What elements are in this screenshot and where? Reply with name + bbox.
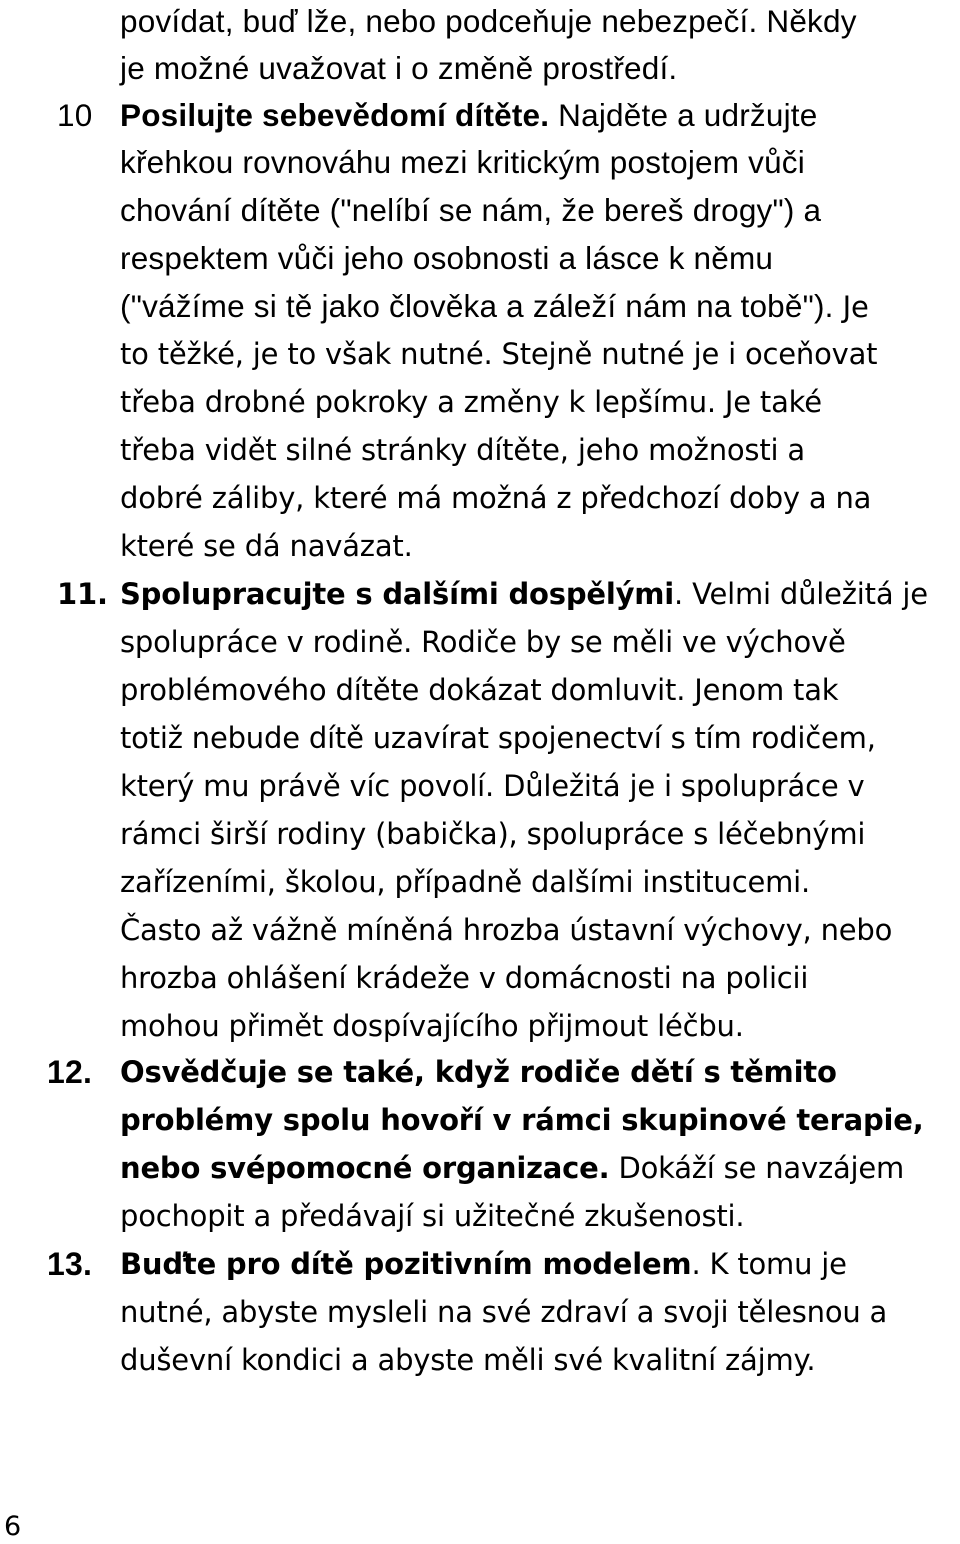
text-line bbox=[120, 238, 773, 278]
text-span: Stejně nutné je i oceňovat bbox=[492, 337, 878, 371]
text-span: povídat, buď lže, nebo podceňuje nebezpečí. Někdy bbox=[120, 3, 857, 39]
text-span: to těžké, je to však nutné. bbox=[120, 337, 493, 371]
text-line bbox=[120, 1340, 815, 1380]
text-span: Dokáží se navzájem bbox=[609, 1151, 905, 1185]
text-line bbox=[120, 910, 892, 950]
text-line bbox=[120, 1, 857, 41]
text-line bbox=[120, 766, 864, 806]
text-span: . Velmi důležitá je bbox=[674, 577, 928, 611]
text-span: mohou přimět dospívajícího přijmout léčbu. bbox=[120, 1009, 744, 1043]
item-heading: Osvědčuje se také, když rodiče dětí s těmito bbox=[120, 1055, 837, 1089]
text-span: který mu právě víc povolí. Důležitá je i spolupráce v bbox=[120, 769, 865, 803]
text-line bbox=[120, 478, 871, 518]
text-span: které se dá navázat. bbox=[120, 529, 413, 563]
item-heading: Posilujte sebevědomí dítěte. bbox=[120, 97, 550, 133]
text-span: dobré záliby, které má možná z předchozí doby a na bbox=[120, 481, 872, 515]
text-span: spolupráce v rodině. Rodiče by se měli ve výchově bbox=[120, 625, 846, 659]
text-span: Je také bbox=[715, 385, 822, 419]
text-span: rámci širší rodiny (babička), spolupráce s léčebnými bbox=[120, 817, 866, 851]
text-span: Je bbox=[833, 290, 869, 324]
text-line bbox=[120, 286, 869, 327]
list-number-11: 11. bbox=[57, 577, 108, 611]
item-heading: problémy spolu hovoří v rámci skupinové terapie, bbox=[120, 1103, 924, 1137]
text-line bbox=[120, 718, 876, 758]
list-number-10: 10 bbox=[57, 97, 93, 133]
text-span: problémového dítěte dokázat domluvit. Jenom tak bbox=[120, 673, 839, 707]
text-line bbox=[120, 1100, 924, 1140]
text-span: pochopit a předávají si užitečné zkušenosti. bbox=[120, 1199, 745, 1233]
text-line bbox=[120, 958, 808, 998]
text-line bbox=[120, 814, 865, 854]
text-line bbox=[120, 622, 846, 662]
text-line bbox=[120, 430, 805, 470]
text-line bbox=[120, 1196, 744, 1236]
text-line bbox=[120, 1052, 837, 1092]
text-line bbox=[120, 1244, 847, 1284]
list-number-12: 12. bbox=[47, 1054, 93, 1090]
text-line bbox=[120, 1292, 887, 1332]
text-span: totiž nebude dítě uzavírat spojenectví s tím rodičem, bbox=[120, 721, 876, 755]
text-span: je možné uvažovat i o změně prostředí. bbox=[120, 50, 678, 86]
item-heading: nebo svépomocné organizace. bbox=[120, 1151, 610, 1185]
text-span: ("vážíme si tě jako člověka a záleží nám na tobě"). bbox=[120, 288, 834, 324]
text-line bbox=[120, 190, 821, 230]
text-span: . K tomu je bbox=[691, 1247, 847, 1281]
item-heading: Buďte pro dítě pozitivním modelem bbox=[120, 1247, 692, 1281]
text-line bbox=[120, 574, 928, 614]
text-line bbox=[120, 862, 810, 902]
text-line bbox=[120, 526, 413, 566]
text-span: křehkou rovnováhu mezi kritickým postojem vůči bbox=[120, 144, 805, 180]
text-span: Často až vážně míněná hrozba ústavní výchovy, nebo bbox=[120, 913, 893, 947]
text-span: třeba drobné pokroky a změny k lepšímu. bbox=[120, 385, 716, 419]
text-line bbox=[120, 334, 877, 374]
page-number: 6 bbox=[4, 1511, 22, 1542]
text-line bbox=[120, 382, 822, 422]
text-span: respektem vůči jeho osobnosti a lásce k němu bbox=[120, 240, 774, 276]
text-span: nutné, abyste mysleli na své zdraví a svoji tělesnou a bbox=[120, 1295, 888, 1329]
text-line bbox=[120, 670, 838, 710]
text-span: třeba vidět silné stránky dítěte, jeho možnosti a bbox=[120, 433, 805, 467]
text-span: zařízeními, školou, případně dalšími institucemi. bbox=[120, 865, 811, 899]
item-heading: Spolupracujte s dalšími dospělými bbox=[120, 577, 675, 611]
text-span: hrozba ohlášení krádeže v domácnosti na policii bbox=[120, 961, 809, 995]
text-line bbox=[120, 95, 817, 135]
text-line bbox=[120, 1148, 904, 1188]
text-line bbox=[120, 142, 805, 182]
text-line bbox=[120, 48, 677, 88]
text-span: duševní kondici a abyste měli své kvalitní zájmy. bbox=[120, 1343, 816, 1377]
text-span: chování dítěte ("nelíbí se nám, že bereš drogy") a bbox=[120, 192, 822, 228]
text-line bbox=[120, 1006, 744, 1046]
text-span: Najděte a udržujte bbox=[549, 97, 818, 133]
list-number-13: 13. bbox=[47, 1246, 93, 1282]
